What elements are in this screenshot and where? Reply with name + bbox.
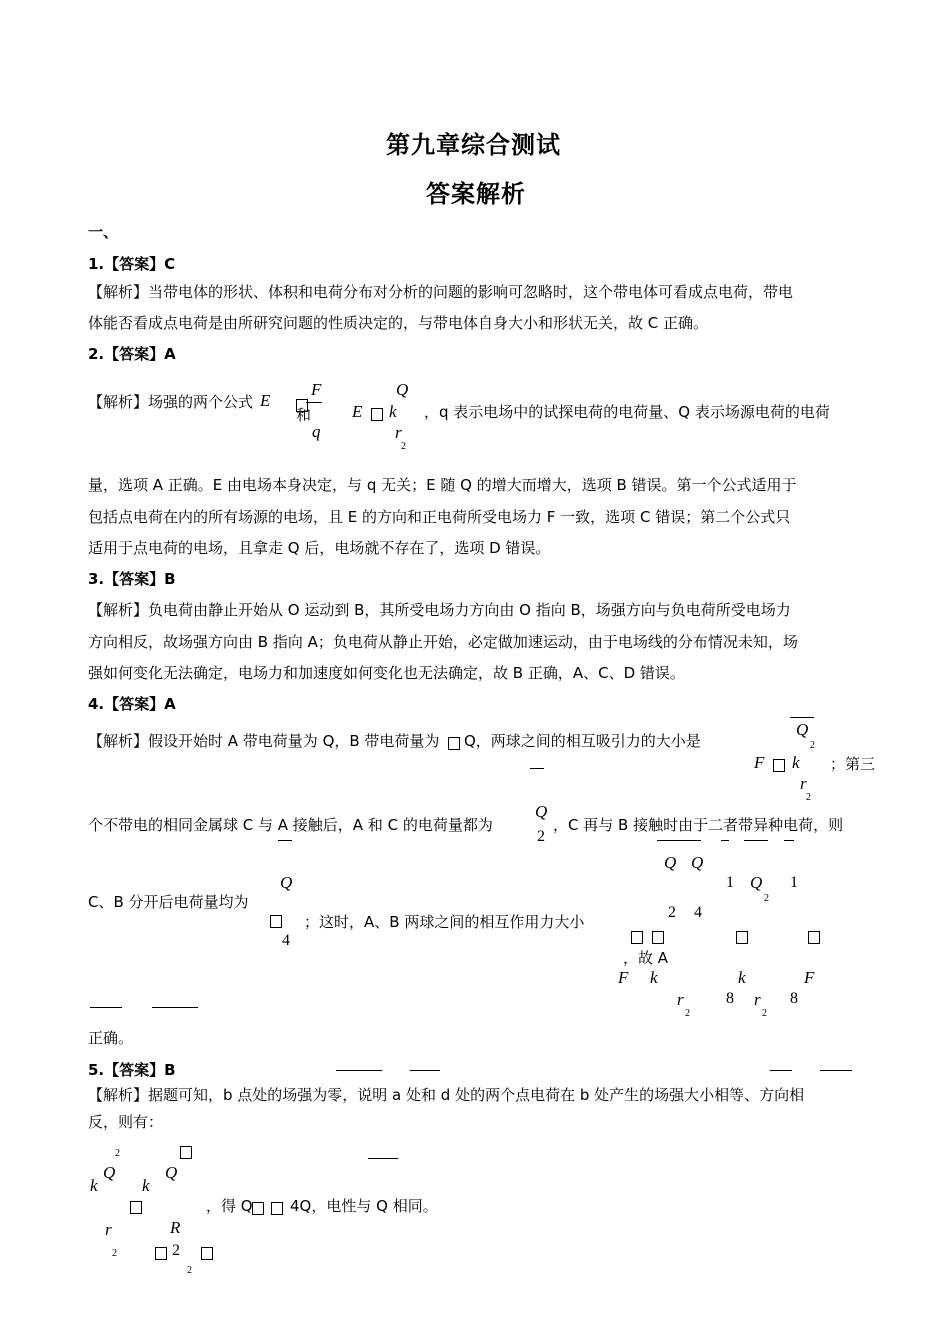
page-title: 第九章综合测试 (386, 131, 561, 159)
page-subtitle: 答案解析 (426, 180, 526, 208)
q2-formula1-E: E (260, 391, 271, 410)
q4-dash-7 (90, 1007, 122, 1008)
q5-f-two: 2 (172, 1242, 180, 1259)
q3-analysis-line1: 【解析】负电荷由静止开始从 O 运动到 B，其所受电场力方向由 O 指向 B，场强方向与负电荷所受电场力 (88, 601, 791, 619)
q4-f2-four: 4 (694, 904, 702, 921)
q4-analysis-line2b: ，C 再与 B 接触时由于二者带异种电荷，则 (553, 816, 844, 834)
q5-f-r: r (105, 1220, 112, 1239)
q2-formula2-r: r (395, 423, 402, 442)
q5-f-Rexp: 2 (187, 1265, 192, 1276)
q4-f1-F: F (754, 753, 765, 772)
q4-box7-icon (808, 928, 820, 947)
q4-box3-icon (270, 912, 282, 931)
q5-analysis-line2: 反，则有： (88, 1113, 164, 1131)
q5-dash-5 (368, 1158, 398, 1159)
q4-dash-5 (744, 840, 768, 841)
q4-box5-icon (652, 928, 664, 947)
q4-f2-Q2: Q (691, 853, 704, 872)
q5-box3-icon (252, 1199, 264, 1218)
q4-half-2: 2 (537, 828, 545, 845)
q4-f1-Qexp: 2 (810, 740, 815, 751)
q4-dash-1 (530, 768, 544, 769)
q2-fraction-line (306, 402, 322, 403)
q4-therefore: ，故 A (623, 949, 669, 967)
q2-analysis-line2: 量，选项 A 正确。E 由电场本身决定，与 q 无关；E 随 Q 的增大而增大，选项 B 错误。第一个公式适用于 (88, 476, 797, 494)
q4-analysis-line1: 【解析】假设开始时 A 带电荷量为 Q，B 带电荷量为 (88, 732, 440, 750)
q4-f2-Q1: Q (664, 853, 677, 872)
q2-formula2-E: E (352, 402, 363, 421)
q4-box2-icon (773, 756, 785, 775)
q5-box2-icon (130, 1198, 142, 1217)
q1-answer: 1.【答案】C (88, 255, 176, 273)
q2-formula1-F: F (311, 380, 322, 399)
q5-analysis-line1: 【解析】据题可知，b 点处的场强为零，说明 a 处和 d 处的两个点电荷在 b 处产生的场强大小相等、方向相 (88, 1086, 805, 1104)
q4-analysis-line2: 个不带电的相同金属球 C 与 A 接触后，A 和 C 的电荷量都为 (88, 816, 493, 834)
q4-f3-r2: r (754, 990, 761, 1009)
q2-answer: 2.【答案】A (88, 345, 176, 363)
q4-dash-2 (278, 840, 292, 841)
q4-analysis-line3a: C、B 分开后电荷量均为 (88, 893, 249, 911)
q4-f3-r: r (677, 990, 684, 1009)
q4-tail1: ；第三 (830, 755, 876, 773)
q3-answer: 3.【答案】B (88, 570, 176, 588)
q4-f3-r2exp: 2 (762, 1008, 767, 1019)
q2-analysis-rest: ，q 表示电场中的试探电荷的电荷量、Q 表示场源电荷的电荷 (424, 403, 830, 421)
q4-correct: 正确。 (88, 1029, 134, 1047)
q4-box6-icon (736, 928, 748, 947)
q5-dash-4 (820, 1070, 852, 1071)
q5-result: ，得 Q (206, 1197, 253, 1215)
q4-f3-eight: 8 (726, 990, 734, 1007)
q5-box4-icon (271, 1199, 283, 1218)
q3-analysis-line3: 强如何变化无法确定，电场力和加速度如何变化也无法确定，故 B 正确，A、C、D 错误。 (88, 664, 685, 682)
q4-half-Q: Q (535, 802, 548, 821)
q2-box2-icon (371, 405, 383, 424)
q4-analysis-line3b: ；这时，A、B 两球之间的相互作用力大小 (304, 913, 585, 931)
q4-f3-eight2: 8 (790, 990, 798, 1007)
q4-answer: 4.【答案】A (88, 695, 176, 713)
q1-analysis-line1: 【解析】当带电体的形状、体积和电荷分布对分析的问题的影响可忽略时，这个带电体可看成点电荷，带电 (88, 283, 794, 301)
q4-box-icon (448, 734, 460, 753)
q1-analysis-line2: 体能否看成点电荷是由所研究问题的性质决定的，与带电体自身大小和形状无关，故 C 正确。 (88, 314, 709, 332)
q4-dash-3 (657, 840, 701, 841)
q3-analysis-line2: 方向相反，故场强方向由 B 指向 A；负电荷从静止开始，必定做加速运动，由于电场线的分布情况未知，场 (88, 633, 798, 651)
q5-f-rexp: 2 (112, 1248, 117, 1259)
q5-dash-3 (770, 1070, 792, 1071)
section-heading: 一、 (88, 223, 119, 241)
q4-dash-8 (152, 1007, 198, 1008)
q4-f3-rexp: 2 (685, 1008, 690, 1019)
q4-overline (790, 717, 814, 718)
q4-box4-icon (631, 928, 643, 947)
q2-formula2-exp: 2 (401, 441, 406, 452)
q4-quarter-Q: Q (280, 873, 293, 892)
q5-dash-2 (410, 1070, 440, 1071)
q4-f1-Q: Q (796, 720, 809, 739)
q5-dash-1 (336, 1070, 382, 1071)
q4-f2-one-b: 1 (790, 874, 798, 891)
q4-f1-rexp: 2 (806, 792, 811, 803)
q2-formula2-k: k (389, 402, 397, 421)
q4-quarter-4: 4 (282, 932, 290, 949)
q2-formula1-q: q (312, 422, 321, 441)
q5-f-R: R (170, 1218, 181, 1237)
q4-f3-F2: F (804, 968, 815, 987)
q4-dash-4 (721, 840, 729, 841)
q4-f2-Q3exp: 2 (764, 893, 769, 904)
q4-dash-6 (784, 840, 794, 841)
q2-analysis-line4: 适用于点电荷的电场，且拿走 Q 后，电场就不存在了，选项 D 错误。 (88, 539, 551, 557)
q2-analysis-intro: 【解析】场强的两个公式 (88, 393, 254, 411)
q5-box6-icon (201, 1244, 213, 1263)
q4-f2-one-a: 1 (726, 874, 734, 891)
q4-f3-F: F (618, 968, 629, 987)
q4-f3-k2: k (738, 968, 746, 987)
q4-f2-two: 2 (668, 904, 676, 921)
q4-f1-r: r (800, 774, 807, 793)
q2-analysis-line3: 包括点电荷在内的所有场源的电场，且 E 的方向和正电荷所受电场力 F 一致，选项 C 错误；第二个公式只 (88, 508, 791, 526)
q4-f3-k: k (650, 968, 658, 987)
q5-f-k1: k (90, 1176, 98, 1195)
q5-f-exp-top: 2 (115, 1148, 120, 1159)
q2-and: 和 (296, 406, 312, 424)
q4-f2-Q3: Q (750, 873, 763, 892)
q5-f-Q1: Q (103, 1163, 116, 1182)
q5-answer: 5.【答案】B (88, 1061, 176, 1079)
q2-formula2-Q: Q (396, 380, 409, 399)
q5-f-k2: k (142, 1176, 150, 1195)
q4-f1-k: k (792, 753, 800, 772)
q5-f-Q2: Q (165, 1163, 178, 1182)
q4-analysis-line1b: Q，两球之间的相互吸引力的大小是 (464, 732, 701, 750)
q5-box-icon (180, 1143, 192, 1162)
q5-box5-icon (155, 1244, 167, 1263)
q5-fourQ: 4Q，电性与 Q 相同。 (290, 1197, 438, 1215)
